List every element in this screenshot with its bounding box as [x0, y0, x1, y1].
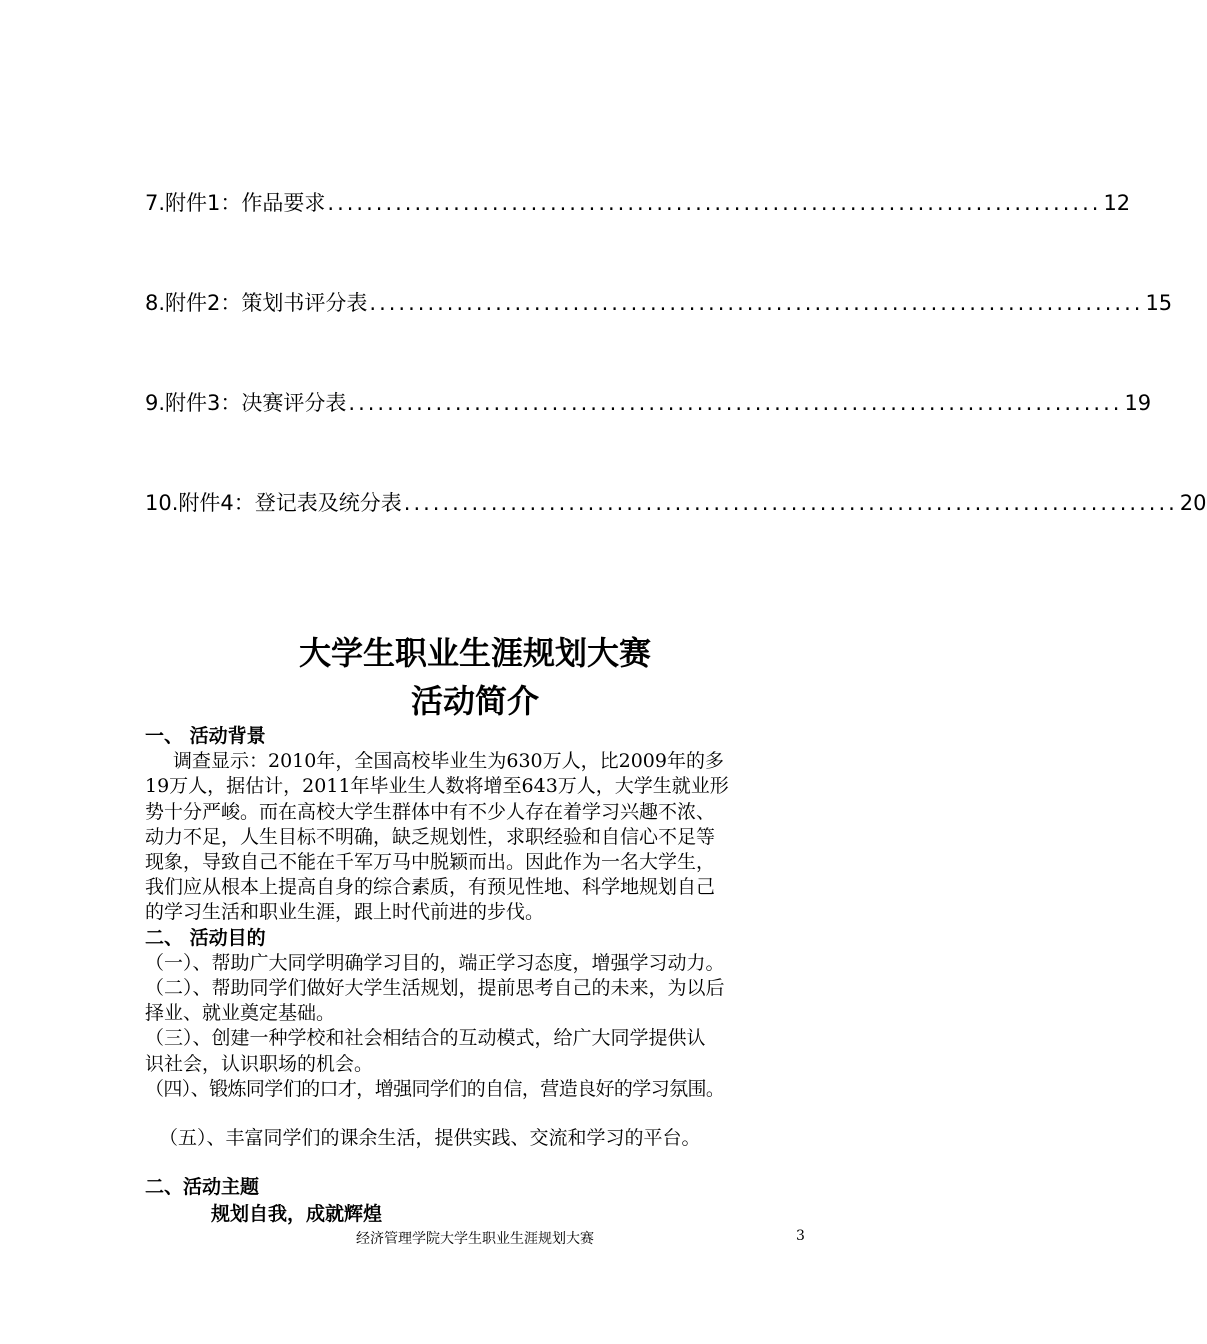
paragraph-line: 我们应从根本上提高自身的综合素质，有预见性地、科学地规划自己	[145, 876, 716, 899]
paragraph-line: 现象，导致自己不能在千军万马中脱颖而出。因此作为一名大学生，	[145, 851, 716, 874]
toc-entry-label: 9.附件3：决赛评分表	[145, 391, 347, 415]
section-heading: 二、 活动目的	[145, 926, 266, 949]
section-heading: 一、 活动背景	[145, 725, 266, 747]
document-subtitle: 活动简介	[410, 682, 539, 720]
spacer	[145, 1102, 825, 1126]
toc-entry-page: 15	[1145, 291, 1173, 315]
paragraph-line: 势十分严峻。而在高校大学生群体中有不少人存在着学习兴趣不浓、	[145, 800, 716, 823]
toc-entry[interactable]	[145, 482, 1207, 518]
toc-leader-dots: ................................................................................	[327, 191, 1102, 215]
goal-item: 择业、就业奠定基础。	[145, 1002, 336, 1025]
paragraph-line: 调查显示：2010年，全国高校毕业生为630万人，比2009年的多	[173, 750, 724, 773]
toc-entry-page: 19	[1124, 391, 1152, 415]
footer-text: 经济管理学院大学生职业生涯规划大赛	[356, 1231, 594, 1247]
toc-entry-page: 12	[1103, 191, 1131, 215]
toc-entry[interactable]	[145, 382, 1152, 418]
document-title: 大学生职业生涯规划大赛	[298, 634, 651, 672]
document-body	[145, 724, 825, 1228]
activity-theme: 规划自我，成就辉煌	[211, 1203, 383, 1226]
toc-leader-dots: ................................................................................	[369, 291, 1144, 315]
goal-item: 识社会，认识职场的机会。	[145, 1052, 374, 1075]
paragraph-line: 19万人，据估计，2011年毕业生人数将增至643万人，大学生就业形	[145, 775, 729, 798]
page-number: 3	[796, 1228, 805, 1244]
paragraph-line: 动力不足，人生目标不明确，缺乏规划性，求职经验和自信心不足等	[145, 825, 716, 848]
section-heading: 二、活动主题	[145, 1176, 260, 1199]
goal-item: （二）、帮助同学们做好大学生活规划，提前思考自己的未来，为以后	[145, 977, 725, 1000]
page-footer	[0, 1228, 950, 1250]
toc-leader-dots: ................................................................................	[403, 491, 1178, 515]
spacer	[145, 1151, 825, 1175]
goal-item: （四）、锻炼同学们的口才，增强同学们的自信，营造良好的学习氛围。	[145, 1077, 725, 1100]
goal-item: （三）、创建一种学校和社会相结合的互动模式，给广大同学提供认	[145, 1027, 706, 1050]
toc-entry-page: 20	[1179, 491, 1207, 515]
toc-entry-label: 8.附件2：策划书评分表	[145, 291, 368, 315]
paragraph-line: 的学习生活和职业生涯，跟上时代前进的步伐。	[145, 901, 545, 924]
toc-entry[interactable]	[145, 282, 1173, 318]
toc-entry[interactable]	[145, 182, 1131, 218]
goal-item: （一）、帮助广大同学明确学习目的，端正学习态度，增强学习动力。	[145, 951, 725, 974]
toc-entry-label: 10.附件4：登记表及统分表	[145, 491, 402, 515]
toc-leader-dots: ................................................................................	[348, 391, 1123, 415]
goal-item: （五）、丰富同学们的课余生活，提供实践、交流和学习的平台。	[159, 1127, 701, 1150]
toc-entry-label: 7.附件1：作品要求	[145, 191, 326, 215]
